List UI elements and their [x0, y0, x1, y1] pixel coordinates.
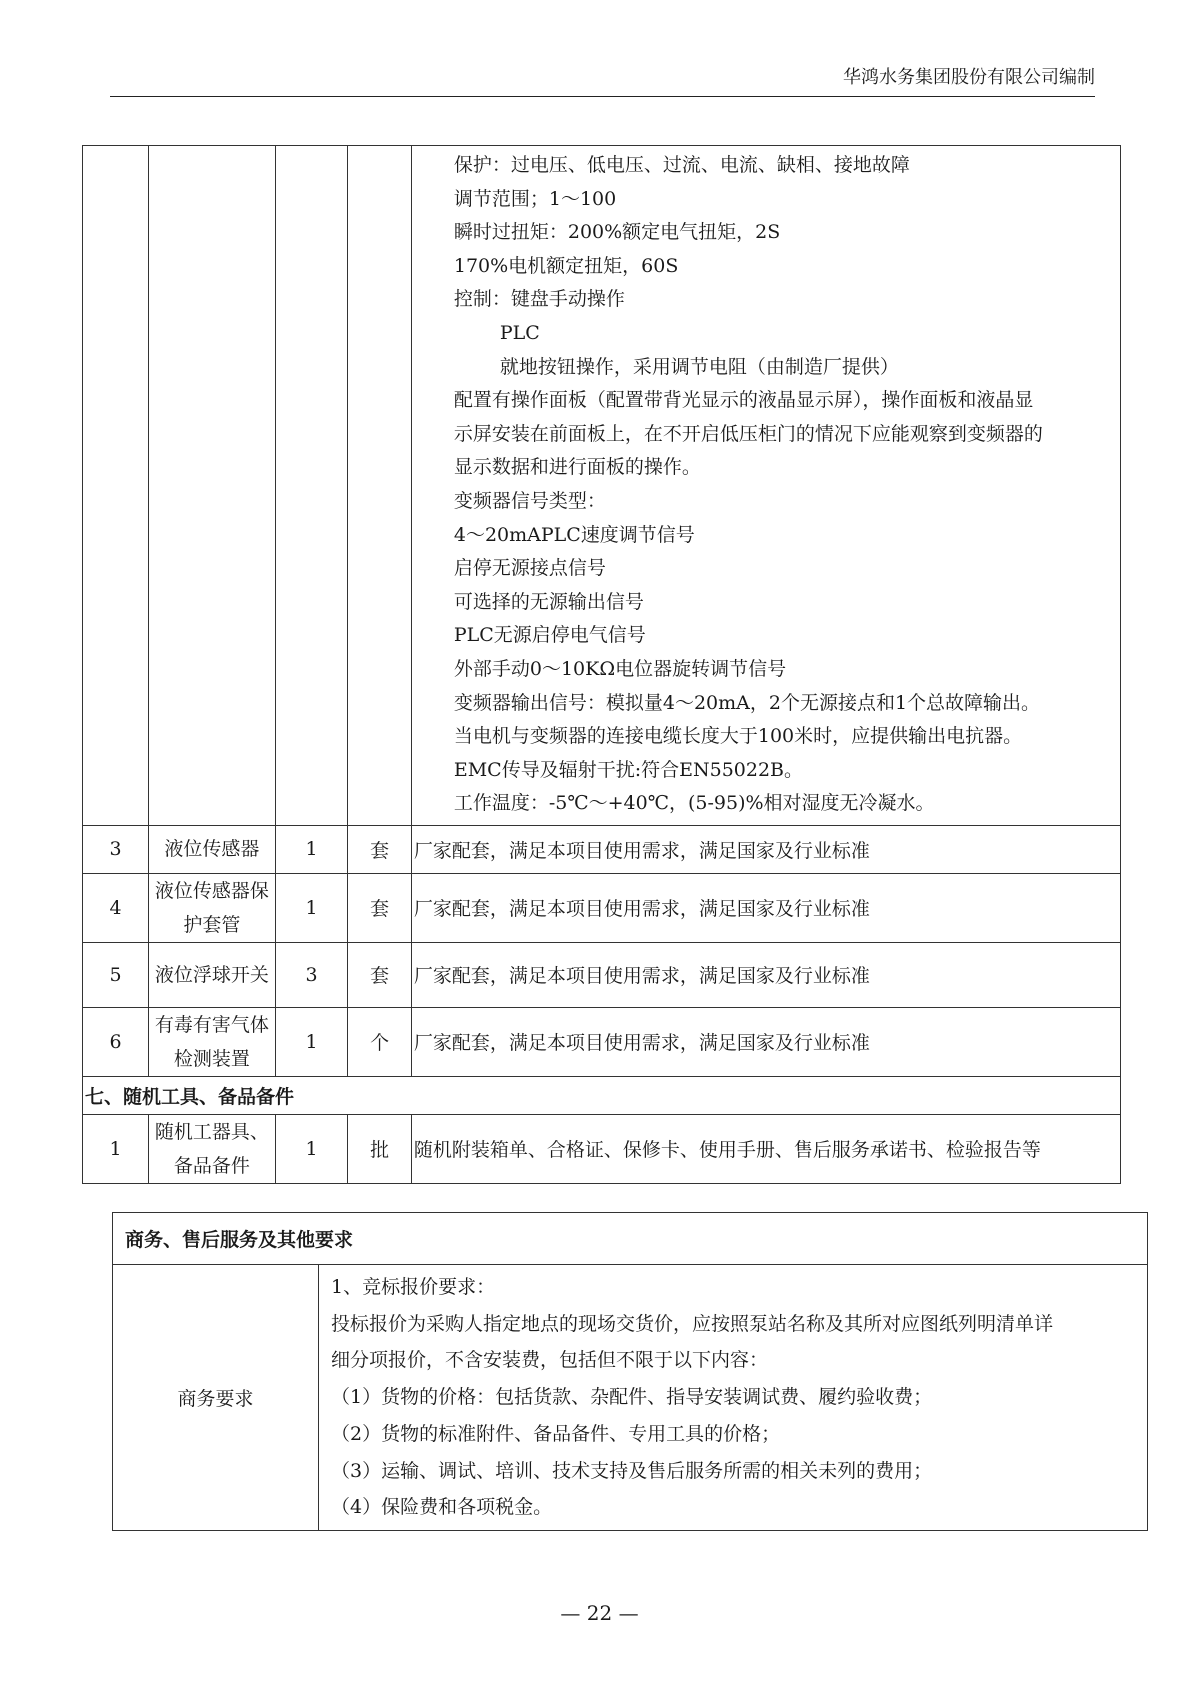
business-line: 1、竞标报价要求： — [331, 1276, 496, 1298]
item-row — [83, 825, 1121, 873]
cell-spec-description — [411, 146, 1120, 826]
page-number: — 22 — — [560, 1601, 639, 1625]
item-row — [83, 873, 1121, 942]
cell-description: 厂家配套，满足本项目使用需求，满足国家及行业标准 — [411, 1007, 1120, 1076]
cell-name: 有毒有害气体检测装置 — [149, 1007, 276, 1076]
spec-line: 外部手动0～10KΩ电位器旋转调节信号 — [453, 657, 787, 680]
cell-qty: 1 — [275, 1007, 348, 1076]
cell-no: 5 — [83, 942, 149, 1007]
business-line: （4）保险费和各项税金。 — [331, 1496, 553, 1519]
item-row — [83, 942, 1121, 1007]
business-title-row — [113, 1213, 1148, 1265]
business-line: （1）货物的价格：包括货款、杂配件、指导安装调试费、履约验收费； — [331, 1386, 933, 1409]
business-line: （3）运输、调试、培训、技术支持及售后服务所需的相关未列的费用； — [331, 1459, 933, 1482]
cell-description: 厂家配套，满足本项目使用需求，满足国家及行业标准 — [411, 825, 1120, 873]
section7-title: 七、随机工具、备品备件 — [83, 1076, 1121, 1114]
cell-name: 液位传感器 — [149, 825, 276, 873]
spec-line: 启停无源接点信号 — [453, 557, 606, 580]
cell-description: 厂家配套，满足本项目使用需求，满足国家及行业标准 — [411, 873, 1120, 942]
spec-line: 170%电机额定扭矩，60S — [453, 254, 679, 277]
spec-continuation-row — [83, 146, 1121, 826]
spec-line: 4～20mAPLC速度调节信号 — [453, 523, 695, 546]
cell-name: 液位传感器保护套管 — [149, 873, 276, 942]
spec-line: 控制：键盘手动操作 — [453, 288, 625, 311]
cell-unit — [348, 146, 411, 826]
cell-description: 厂家配套，满足本项目使用需求，满足国家及行业标准 — [411, 942, 1120, 1007]
cell-description: 随机附装箱单、合格证、保修卡、使用手册、售后服务承诺书、检验报告等 — [411, 1114, 1120, 1183]
item-row — [83, 1007, 1121, 1076]
cell-unit: 套 — [348, 942, 411, 1007]
item-row — [83, 1114, 1121, 1183]
spec-line: 当电机与变频器的连接电缆长度大于100米时，应提供输出电抗器。 — [453, 725, 1023, 748]
cell-name: 随机工器具、备品备件 — [149, 1114, 276, 1183]
business-content — [319, 1265, 1148, 1531]
cell-unit: 批 — [348, 1114, 411, 1183]
cell-qty: 3 — [275, 942, 348, 1007]
equipment-spec-table — [82, 145, 1121, 1184]
business-title: 商务、售后服务及其他要求 — [113, 1213, 1148, 1265]
cell-unit: 套 — [348, 825, 411, 873]
header-org: 华鸿水务集团股份有限公司编制 — [843, 67, 1095, 88]
spec-line: 就地按钮操作，采用调节电阻（由制造厂提供） — [499, 355, 899, 378]
spec-line: PLC无源启停电气信号 — [453, 624, 646, 647]
cell-no: 3 — [83, 825, 149, 873]
spec-line: 示屏安装在前面板上，在不开启低压柜门的情况下应能观察到变频器的 — [453, 422, 1043, 445]
spec-line: 显示数据和进行面板的操作。 — [453, 456, 701, 479]
cell-qty: 1 — [275, 825, 348, 873]
business-label: 商务要求 — [113, 1265, 319, 1531]
cell-qty: 1 — [275, 1114, 348, 1183]
business-line: 投标报价为采购人指定地点的现场交货价，应按照泵站名称及其所对应图纸列明清单详 — [331, 1312, 1054, 1335]
cell-unit: 套 — [348, 873, 411, 942]
spec-line: 工作温度：-5℃～+40℃，(5-95)%相对湿度无冷凝水。 — [453, 792, 935, 815]
business-requirements-table — [112, 1212, 1148, 1531]
spec-line: 配置有操作面板（配置带背光显示的液晶显示屏），操作面板和液晶显 — [453, 389, 1034, 412]
spec-line: 变频器信号类型： — [453, 489, 606, 512]
business-line: （2）货物的标准附件、备品备件、专用工具的价格； — [331, 1422, 781, 1445]
cell-no: 4 — [83, 873, 149, 942]
spec-table-body — [83, 146, 1121, 1184]
spec-line: 变频器输出信号：模拟量4～20mA，2个无源接点和1个总故障输出。 — [453, 691, 1041, 714]
spec-line: 瞬时过扭矩：200%额定电气扭矩，2S — [453, 221, 781, 244]
cell-name: 液位浮球开关 — [149, 942, 276, 1007]
business-row — [113, 1265, 1148, 1531]
cell-no: 6 — [83, 1007, 149, 1076]
cell-qty — [275, 146, 348, 826]
spec-line: PLC — [499, 321, 540, 344]
cell-qty: 1 — [275, 873, 348, 942]
cell-name — [149, 146, 276, 826]
cell-no — [83, 146, 149, 826]
spec-lines — [414, 146, 1120, 825]
cell-no: 1 — [83, 1114, 149, 1183]
cell-unit: 个 — [348, 1007, 411, 1076]
spec-line: 可选择的无源输出信号 — [453, 590, 644, 613]
spec-line: 保护：过电压、低电压、过流、电流、缺相、接地故障 — [453, 154, 910, 176]
spec-line: EMC传导及辐射干扰:符合EN55022B。 — [453, 758, 804, 781]
page-header — [110, 60, 1095, 97]
business-line: 细分项报价，不含安装费，包括但不限于以下内容： — [331, 1349, 769, 1372]
spec-line: 调节范围；1～100 — [453, 187, 617, 210]
section7-title-row — [83, 1076, 1121, 1114]
